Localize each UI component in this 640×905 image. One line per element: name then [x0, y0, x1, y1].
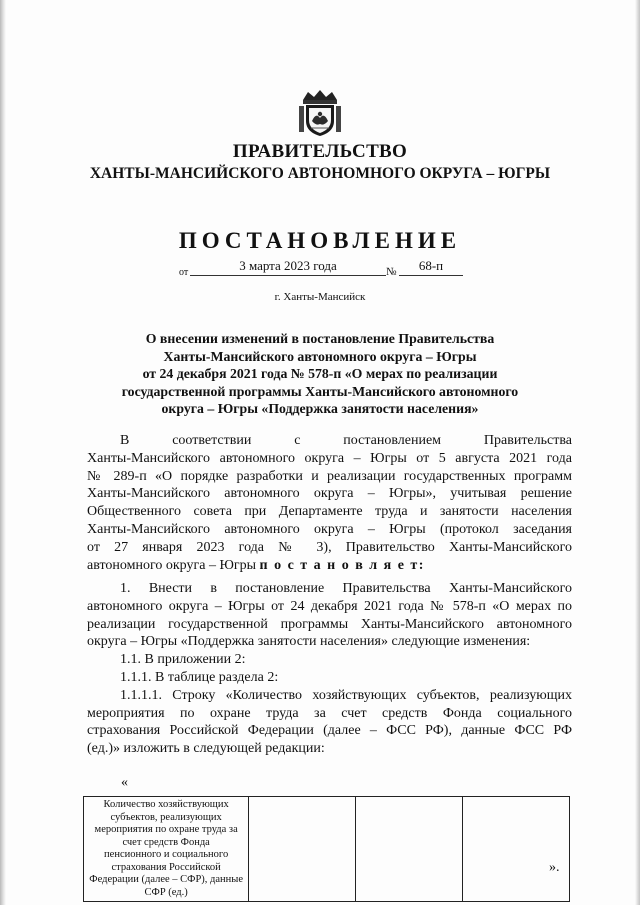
subject-line: государственной программы Ханты-Мансийского автономного [121, 383, 519, 399]
text-line: автономного округа – Югры от 24 декабря 2021 года № 578-п «О мерах по [87, 598, 572, 614]
city: г. Ханты-Мансийск [274, 291, 366, 303]
text-line: от 27 января 2023 года № 3), Правительство Ханты-Мансийского [87, 539, 572, 555]
decree-date: 3 марта 2023 года [190, 258, 386, 276]
indicator-cell [84, 797, 249, 902]
subject-line: Ханты-Мансийского автономного округа – Югры [163, 348, 477, 364]
subject-line: О внесении изменений в постановление Правительства [145, 331, 495, 346]
open-quote: « [121, 775, 128, 790]
resolves-word: п о с т а н о в л я е т: [259, 557, 425, 573]
sub-item: 1.1. В приложении 2: [120, 652, 246, 668]
decree-number-row [0, 258, 640, 284]
text-line: № 289-п «О порядке разработки и реализации государственных программ [87, 468, 572, 484]
sub-item: 1.1.1. В таблице раздела 2: [120, 669, 279, 685]
text-fragment: автономного округа – Югры [87, 557, 256, 573]
table-row [84, 797, 570, 902]
decree-number: 68-п [399, 258, 463, 276]
coat-of-arms-icon [294, 88, 346, 138]
text-line: округа – Югры «Поддержка занятости населения» следующие изменения: [87, 634, 531, 650]
scan-edge-right [635, 0, 640, 905]
operative-paragraph [87, 580, 572, 758]
number-label: № [386, 266, 397, 278]
document-type: ПОСТАНОВЛЕНИЕ [178, 228, 462, 253]
preamble-paragraph [87, 432, 572, 574]
from-label: от [179, 267, 189, 278]
text-line [87, 557, 572, 575]
amended-table-row [83, 796, 570, 902]
text-line: Ханты-Мансийского автономного округа – Югры», учитывая решение [87, 486, 572, 502]
cell-line: Количество хозяйствующих субъектов, реализующих [103, 799, 229, 823]
text-line: В соответствии с постановлением Правительства [120, 433, 572, 448]
cell-line: Федерации (далее – СФР), данные СФР (ед.) [89, 874, 243, 898]
text-line: (ед.)» изложить в следующей редакции: [87, 741, 325, 757]
text-line: Ханты-Мансийского автономного округа – Югры от 5 августа 2021 года [87, 450, 572, 466]
region-title: ХАНТЫ-МАНСИЙСКОГО АВТОНОМНОГО ОКРУГА – ЮГРЫ [89, 165, 551, 182]
close-quote: ». [549, 860, 560, 875]
scan-edge-left [0, 0, 6, 905]
text-line: 1. Внести в постановление Правительства Ханты-Мансийского [120, 581, 572, 596]
text-line: Ханты-Мансийского автономного округа – Югры (протокол заседания [87, 521, 572, 537]
text-line: мероприятия по охране труда за счет средств Фонда социального [87, 705, 572, 721]
text-line: реализации государственной программы Ханты-Мансийского автономного [87, 616, 572, 632]
empty-cell [463, 797, 570, 902]
cell-line: мероприятия по охране труда за счет средств Фонда [94, 824, 238, 848]
decree-subject [95, 330, 545, 418]
text-line: страхования Российской Федерации (далее – ФСС РФ), данные ФСС РФ [87, 723, 572, 739]
empty-cell [249, 797, 356, 902]
text-line: Общественного совета при Департаменте труда и занятости населения [87, 504, 572, 520]
empty-cell [356, 797, 463, 902]
cell-line: пенсионного и социального страхования Российской [104, 849, 229, 873]
subject-line: от 24 декабря 2021 года № 578-п «О мерах по реализации [142, 366, 498, 381]
government-title: ПРАВИТЕЛЬСТВО [232, 141, 408, 162]
subject-line: округа – Югры «Поддержка занятости населения» [161, 401, 479, 416]
text-line: 1.1.1.1. Строку «Количество хозяйствующих субъектов, реализующих [120, 687, 572, 703]
